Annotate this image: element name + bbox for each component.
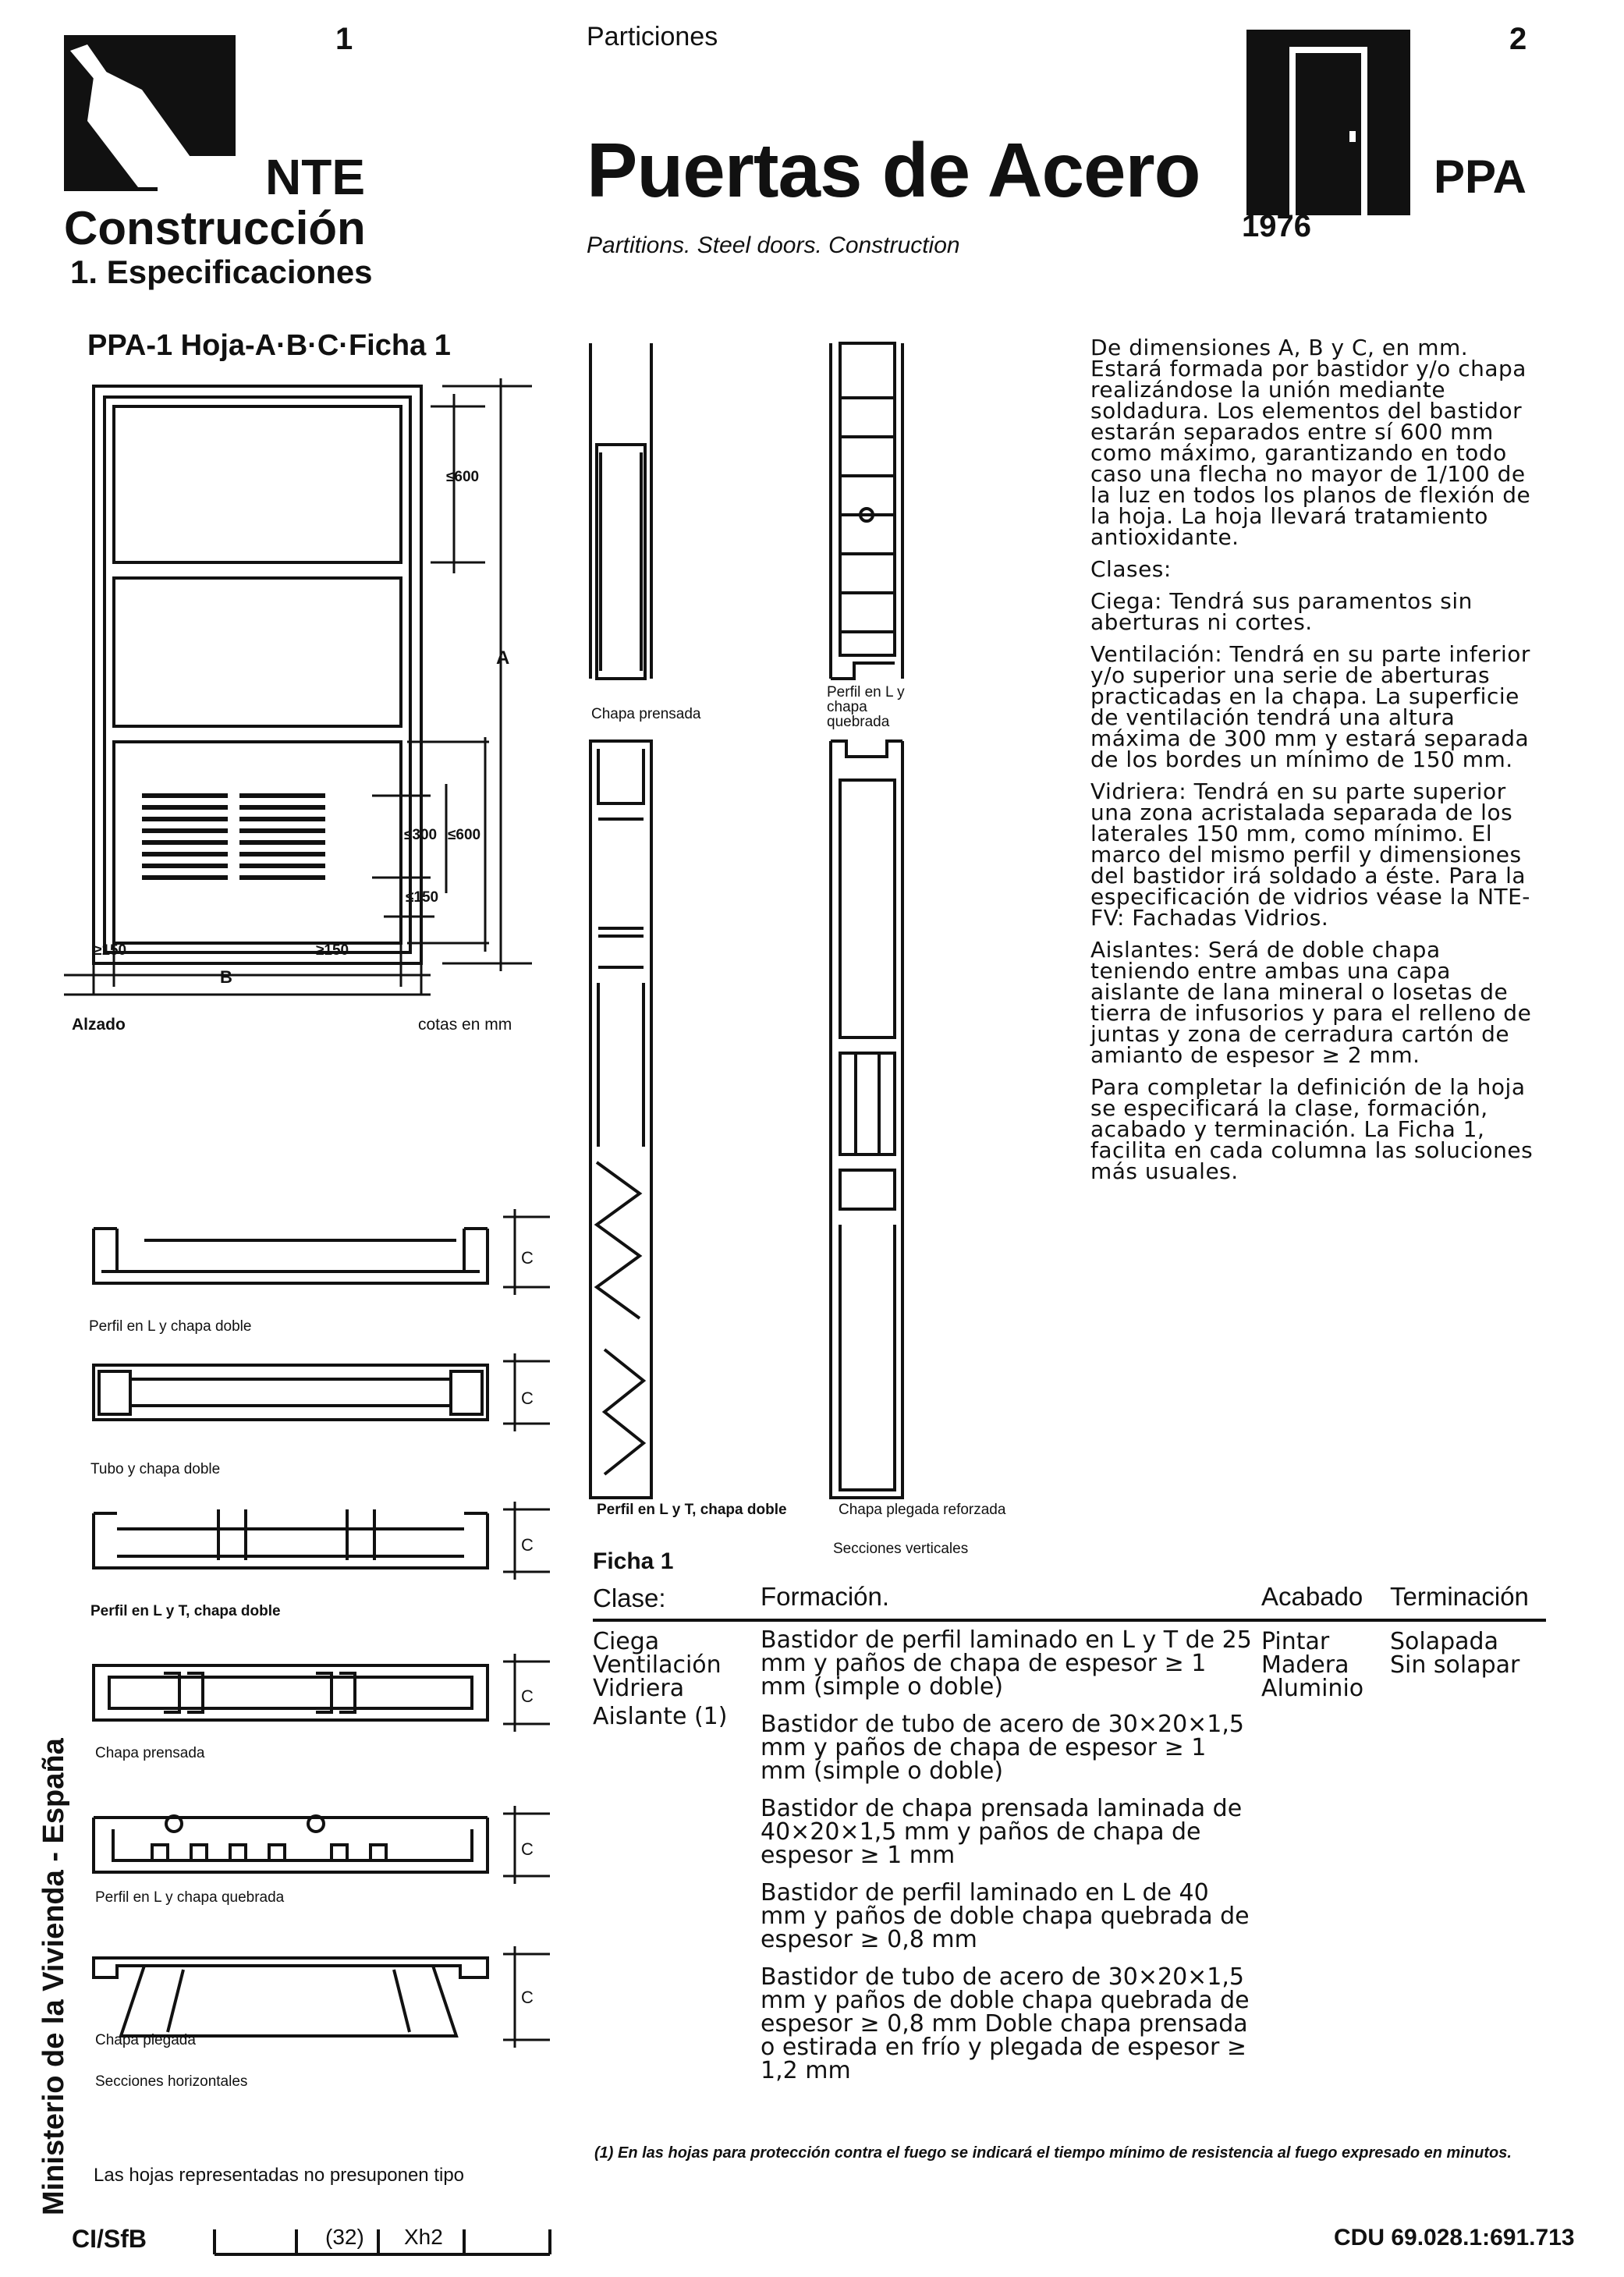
spec-ventilacion: Ventilación: Tendrá en su parte inferior y/o superior una serie de aberturas practicadas en la chapa. La superficie de ventilación tendrá una altura máxima de 300 mm y estará separada de los bordes un mínimo de 150 mm.: [1090, 641, 1530, 772]
formacion-4: Bastidor de perfil laminado en L de 40 mm y paños de doble chapa quebrada de espesor ≥ 0,8 mm: [761, 1879, 1250, 1953]
formacion-3: Bastidor de chapa prensada laminada de 40×20×1,5 mm y paños de chapa de espesor ≥ 1 mm: [761, 1795, 1243, 1869]
terminacion-column: [1390, 1630, 1546, 1677]
col-header-acabado: Acabado: [1261, 1582, 1363, 1611]
ficha-title: Ficha 1: [593, 1548, 674, 1574]
footer-note: Las hojas representadas no presuponen tipo: [94, 2165, 465, 2186]
cisfb-code-b: Xh2: [404, 2225, 443, 2249]
spec-ciega: Ciega: Tendrá sus paramentos sin aberturas ni cortes.: [1090, 588, 1473, 635]
col-header-clase: Clase:: [593, 1584, 666, 1612]
hsection-label-5: Perfil en L y chapa quebrada: [95, 1889, 285, 1906]
col-header-formacion: Formación.: [761, 1582, 890, 1611]
vsection-label-perfil-lt: Perfil en L y T, chapa doble: [597, 1502, 787, 1518]
clase-ventilacion: Ventilación: [593, 1651, 722, 1679]
table-rule: [593, 1619, 1546, 1622]
c-label-4: C: [521, 1686, 534, 1706]
c-label-6: C: [521, 1988, 534, 2007]
ministry-vertical-label: Ministerio de la Vivienda - España: [37, 1738, 70, 2215]
page-subtitle: Partitions. Steel doors. Construction: [587, 232, 960, 258]
hsection-label-3: Perfil en L y T, chapa doble: [90, 1603, 281, 1619]
col-header-terminacion: Terminación: [1390, 1582, 1529, 1611]
vsection-label-perfil-l-quebrada: Perfil en L y chapa quebrada: [827, 684, 905, 730]
page-number-right: 2: [1509, 22, 1527, 56]
cdu-code: CDU 69.028.1:691.713: [1334, 2225, 1575, 2250]
hsection-label-2: Tubo y chapa doble: [90, 1461, 221, 1477]
cotas-label: cotas en mm: [418, 1016, 512, 1034]
terminacion-solapada: Solapada: [1390, 1628, 1498, 1655]
formacion-column: [761, 1626, 1252, 2097]
clase-vidriera: Vidriera: [593, 1675, 685, 1702]
classification-box: [211, 2223, 554, 2258]
trowel-logo: [64, 35, 236, 191]
especificaciones-label: 1. Especificaciones: [70, 254, 373, 290]
code-label: PPA: [1434, 151, 1526, 203]
c-label-3: C: [521, 1535, 534, 1555]
c-label-5: C: [521, 1839, 534, 1859]
acabado-aluminio: Aluminio: [1261, 1675, 1364, 1702]
hsection-label-1: Perfil en L y chapa doble: [89, 1318, 252, 1335]
acabado-madera: Madera: [1261, 1651, 1349, 1679]
vsection-label-chapa-prensada: Chapa prensada: [591, 706, 701, 722]
specification-text: [1090, 337, 1543, 1193]
acabado-column: [1261, 1630, 1378, 1701]
construccion-label: Construcción: [64, 202, 366, 254]
door-elevation-drawing: [64, 371, 532, 1018]
dim-a: A: [496, 647, 510, 669]
formacion-5: Bastidor de tubo de acero de 30×20×1,5 mm y paños de doble chapa quebrada de espesor ≥ 0,8 mm Doble chapa prensada o estirada en frío y plegada de espesor ≥ 1,2 mm: [761, 1963, 1250, 2084]
dim-le600-bottom: ≤600: [448, 827, 481, 843]
page-number-left: 1: [335, 22, 353, 56]
vsections-title: Secciones verticales: [833, 1541, 969, 1557]
clase-aislante: Aislante (1): [593, 1703, 728, 1730]
dim-ge150-right: ≥150: [316, 942, 349, 959]
hsection-label-4: Chapa prensada: [95, 1745, 205, 1761]
cisfb-code-a: (32): [325, 2225, 364, 2249]
clase-ciega: Ciega: [593, 1628, 660, 1655]
dim-b: B: [220, 967, 232, 987]
spec-clases: Clases:: [1090, 556, 1172, 582]
vertical-sections-drawing: [573, 335, 1010, 1513]
year-label: 1976: [1242, 209, 1311, 243]
cisfb-label: CI/SfB: [72, 2225, 147, 2253]
footnote: (1) En las hojas para protección contra el fuego se indicará el tiempo mínimo de resistencia al fuego expresado en minutos.: [594, 2144, 1512, 2162]
page-title: Puertas de Acero: [587, 127, 1200, 213]
c-label-2: C: [521, 1389, 534, 1408]
dim-ge150-left: ≥150: [94, 942, 127, 959]
section-label: Particiones: [587, 22, 718, 51]
hsection-label-6: Chapa plegada: [95, 2032, 196, 2048]
hsections-title: Secciones horizontales: [95, 2073, 248, 2090]
spec-intro: De dimensiones A, B y C, en mm. Estará formada por bastidor y/o chapa realizándose la unión mediante soldadura. Los elementos del bastidor estarán separados entre sí 600 mm como máximo, garantizando en todo caso una flecha no mayor de 1/100 de la luz en todos los planos de flexión de la hoja. La hoja llevará tratamiento antioxidante.: [1090, 335, 1531, 550]
formacion-2: Bastidor de tubo de acero de 30×20×1,5 mm y paños de chapa de espesor ≥ 1 mm (simple o doble): [761, 1711, 1245, 1785]
nte-label: NTE: [265, 149, 365, 205]
spec-aislantes: Aislantes: Será de doble chapa teniendo entre ambas una capa aislante de lana mineral o losetas de tierra de infusorios y para el relleno de juntas y zona de cerradura cartón de amianto de espesor ≥ 2 mm.: [1090, 937, 1532, 1068]
clase-column: [593, 1630, 753, 1729]
acabado-pintar: Pintar: [1261, 1628, 1330, 1655]
vsection-label-chapa-plegada-reforzada: Chapa plegada reforzada: [839, 1502, 1006, 1518]
drawing-heading: PPA-1 Hoja-A·B·C·Ficha 1: [87, 329, 451, 362]
dim-le300: ≤300: [404, 827, 438, 843]
alzado-label: Alzado: [72, 1016, 126, 1034]
formacion-1: Bastidor de perfil laminado en L y T de 25 mm y paños de chapa de espesor ≥ 1 mm (simple o doble): [761, 1626, 1252, 1701]
terminacion-sin-solapar: Sin solapar: [1390, 1651, 1520, 1679]
door-icon: [1246, 30, 1410, 215]
spec-completar: Para completar la definición de la hoja se especificará la clase, formación, acabado y terminación. La Ficha 1, facilita en cada columna las soluciones más usuales.: [1090, 1074, 1534, 1184]
c-label-1: C: [521, 1248, 534, 1268]
dim-le600-top: ≤600: [446, 469, 480, 485]
spec-vidriera: Vidriera: Tendrá en su parte superior una zona acristalada separada de los laterales 150 mm, como mínimo. El marco del mismo perfil y dimensiones del bastidor irá soldado a éste. Para la especificación de vidrios véase la NTE-FV: Fachadas Vidrios.: [1090, 779, 1530, 931]
dim-le150: ≤150: [406, 889, 439, 906]
